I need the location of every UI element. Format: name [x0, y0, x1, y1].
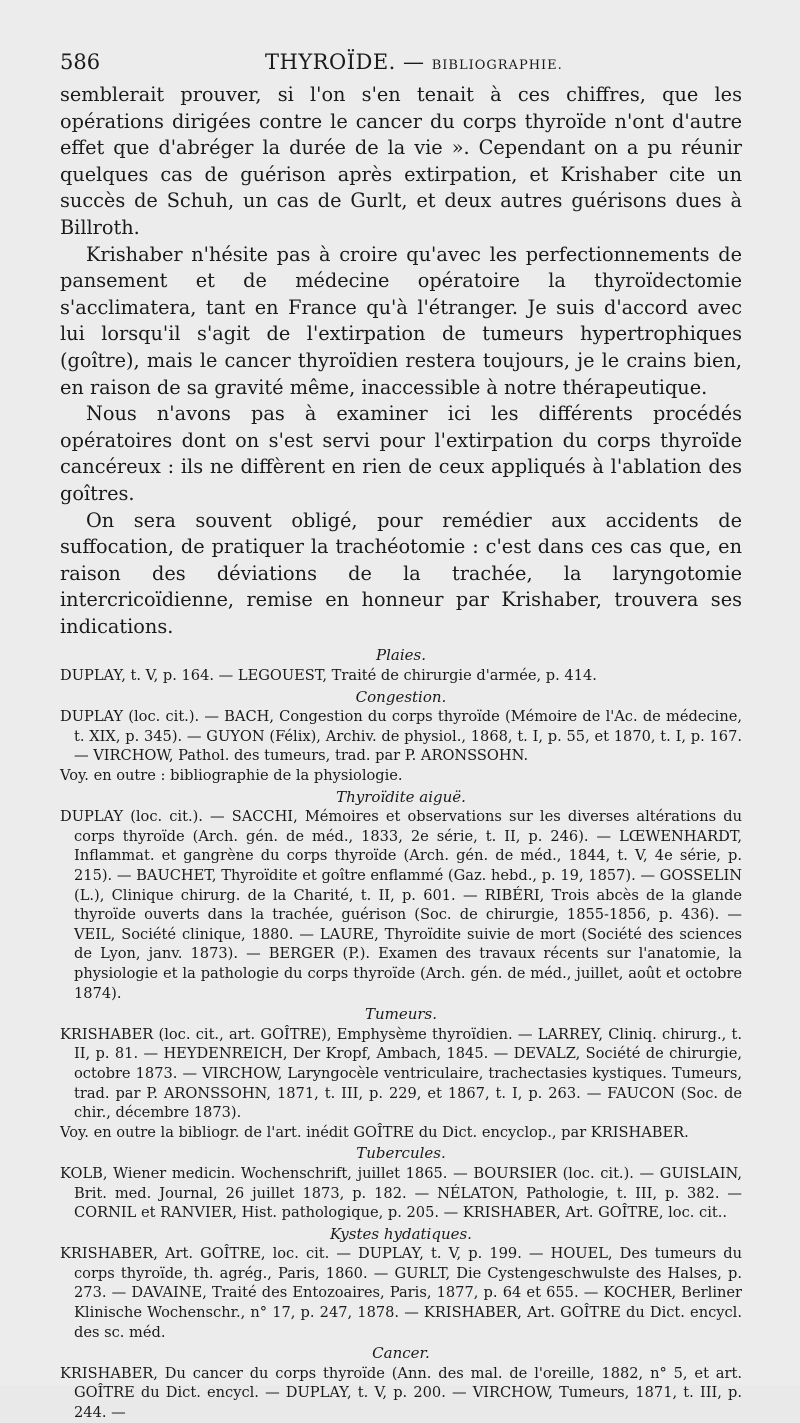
bib-section-heading: Plaies.: [376, 646, 426, 665]
bib-section-tumeurs: [60, 1005, 742, 1142]
bib-entry: KOLB, Wiener medicin. Wochenschrift, juillet 1865. — BOURSIER (loc. cit.). — GUISLAIN, Brit. med. Journal, 26 juillet 1873, p. 182. — NÉLATON, Pathologie, t. III, p. 382. — CORNIL et RANVIER, Hist. pathologique, p. 205. — KRISHABER, Art. GOÎTRE, loc. cit..: [60, 1164, 742, 1222]
bib-entry: DUPLAY (loc. cit.). — BACH, Congestion du corps thyroïde (Mémoire de l'Ac. de médecine, t. XIX, p. 345). — GUYON (Félix), Archiv. de physiol., 1868, t. I, p. 55, et 1870, t. I, p. 167. — VIRCHOW, Pathol. des tumeurs, trad. par P. ARONSSOHN.: [60, 708, 742, 765]
bib-section-cancer: [60, 1344, 742, 1422]
bib-section-tubercules: [60, 1144, 742, 1222]
header-subtitle: BIBLIOGRAPHIE.: [431, 58, 563, 73]
bib-entry: DUPLAY (loc. cit.). — SACCHI, Mémoires et observations sur les diverses altérations du corps thyroïde (Arch. gén. de méd., 1833, 2e série, t. II, p. 246). — LŒWENHARDT, Inflammat. et gangrène du corps thyroïde (Arch. gén. de méd., 1844, t. V, 4e série, p. 215). — BAUCHET, Thyroïdite et goître enflammé (Gaz. hebd., p. 19, 1857). — GOSSELIN (L.), Clinique chirurg. de la Charité, t. II, p. 601. — RIBÉRI, Trois abcès de la glande thyroïde ouverts dans la trachée, guérison (Soc. de chirurgie, 1855-1856, p. 436). — VEIL, Société clinique, 1880. — LAURE, Thyroïdite suivie de mort (Société des sciences de Lyon, janv. 1873). — BERGER (P.). Examen des travaux récents sur l'anatomie, la physiologie et la pathologie du corps thyroïde (Arch. gén. de méd., juillet, août et octobre 1874).: [60, 808, 742, 1002]
bib-section-heading: Tubercules.: [356, 1144, 446, 1163]
paragraph: On sera souvent obligé, pour remédier aux accidents de suffocation, de pratiquer la trachéotomie : c'est dans ces cas que, en raison des déviations de la trachée, la laryngotomie intercricoïdienne, remise en honneur par Krishaber, trouvera ses indications.: [60, 508, 742, 638]
bib-section-plaies: [60, 646, 742, 685]
bib-entry: KRISHABER, Art. GOÎTRE, loc. cit. — DUPLAY, t. V, p. 199. — HOUEL, Des tumeurs du corps thyroïde, th. agrég., Paris, 1860. — GURLT, Die Cystengeschwulste des Halses, p. 273. — DAVAINE, Traité des Entozoaires, Paris, 1877, p. 64 et 655. — KOCHER, Berliner Klinische Wochenschr., n° 17, p. 247, 1878. — KRISHABER, Art. GOÎTRE du Dict. encycl. des sc. méd.: [60, 1245, 742, 1341]
bib-entry: DUPLAY, t. V, p. 164. — LEGOUEST, Traité de chirurgie d'armée, p. 414.: [60, 667, 597, 685]
bib-section-heading: Kystes hydatiques.: [330, 1224, 472, 1243]
running-header: [60, 44, 742, 82]
page-title: [265, 50, 563, 74]
page-number: 586: [60, 50, 101, 74]
bibliography: [60, 646, 742, 1422]
bib-section-heading: Thyroïdite aiguë.: [336, 787, 466, 806]
bib-section-kystes: [60, 1225, 742, 1343]
bib-section-heading: Cancer.: [372, 1344, 430, 1363]
bib-entry: Voy. en outre : bibliographie de la physiologie.: [60, 767, 403, 785]
header-title: THYROÏDE. —: [265, 50, 425, 74]
paragraph: Nous n'avons pas à examiner ici les différents procédés opératoires dont on s'est servi pour l'extirpation du corps thyroïde cancéreux : ils ne diffèrent en rien de ceux appliqués à l'ablation des goîtres.: [60, 402, 742, 505]
bib-entry: Voy. en outre la bibliogr. de l'art. inédit GOÎTRE du Dict. encyclop., par KRISHABER.: [60, 1123, 689, 1141]
main-text: [60, 82, 742, 640]
bib-section-congestion: [60, 688, 742, 786]
bib-entry: KRISHABER, Du cancer du corps thyroïde (Ann. des mal. de l'oreille, 1882, n° 5, et art. GOÎTRE du Dict. encycl. — DUPLAY, t. V, p. 200. — VIRCHOW, Tumeurs, 1871, t. III, p. 244. —: [60, 1364, 742, 1422]
bib-entry: KRISHABER (loc. cit., art. GOÎTRE), Emphysème thyroïdien. — LARREY, Cliniq. chirurg., t. II, p. 81. — HEYDENREICH, Der Kropf, Ambach, 1845. — DEVALZ, Société de chirurgie, octobre 1873. — VIRCHOW, Laryngocèle ventriculaire, trachectasies kystiques. Tumeurs, trad. par P. ARONSSOHN, 1871, t. III, p. 229, et 1867, t. I, p. 263. — FAUCON (Soc. de chir., décembre 1873).: [60, 1025, 742, 1122]
paragraph: Krishaber n'hésite pas à croire qu'avec les perfectionnements de pansement et de médecine opératoire la thyroïdectomie s'acclimatera, tant en France qu'à l'étranger. Je suis d'accord avec lui lorsqu'il s'agit de l'extirpation de tumeurs hypertrophiques (goître), mais le cancer thyroïdien restera toujours, je le crains bien, en raison de sa gravité même, inaccessible à notre thérapeutique.: [60, 242, 742, 399]
bib-section-heading: Tumeurs.: [364, 1005, 438, 1024]
paragraph: semblerait prouver, si l'on s'en tenait à ces chiffres, que les opérations dirigées contre le cancer du corps thyroïde n'ont d'autre effet que d'abréger la durée de la vie ». Cependant on a pu réunir quelques cas de guérison après extirpation, et Krishaber cite un succès de Schuh, un cas de Gurlt, et deux autres guérisons dues à Billroth.: [60, 83, 742, 239]
bib-section-thyroidite: [60, 788, 742, 1004]
bib-section-heading: Congestion.: [355, 687, 447, 706]
